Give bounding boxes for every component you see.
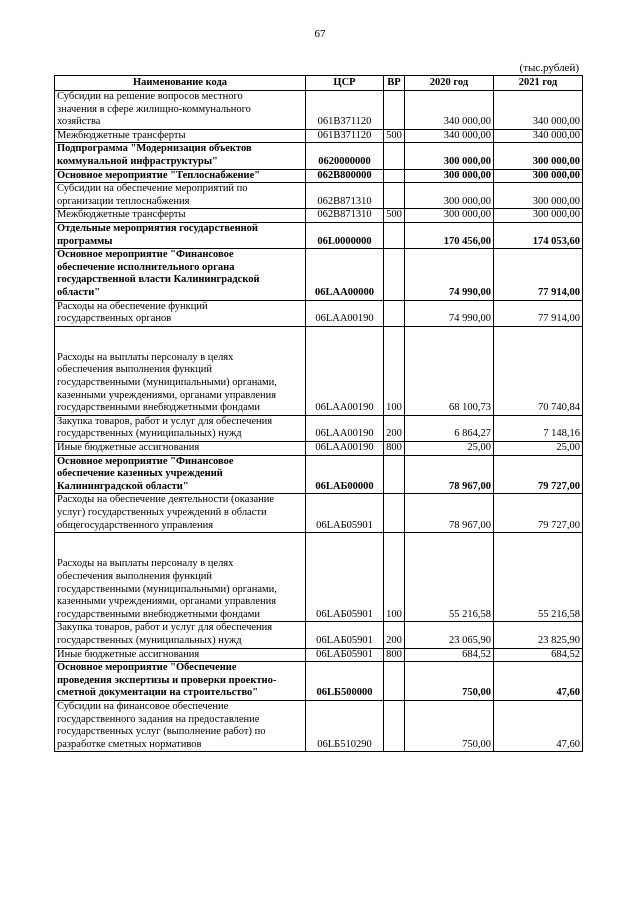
row-name-line: Межбюджетные трансферты <box>57 209 186 221</box>
header-vr: ВР <box>384 76 405 91</box>
row-2021: 79 727,00 <box>494 455 583 494</box>
table-row <box>55 249 583 300</box>
table-row <box>55 648 583 662</box>
row-2021: 77 914,00 <box>494 249 583 300</box>
row-name-line: области" <box>57 286 101 298</box>
row-code: 062B871310 <box>306 209 384 223</box>
row-code: 06LAБ05901 <box>306 648 384 662</box>
row-2021: 174 053,60 <box>494 222 583 248</box>
row-name-line: казенными учреждениями, органами управления <box>57 596 277 608</box>
row-2020: 340 000,00 <box>405 91 494 130</box>
row-name-line: Иные бюджетные ассигнования <box>57 442 200 454</box>
row-code: 06LAБ05901 <box>306 533 384 622</box>
row-name-line: программы <box>57 235 113 247</box>
row-name-line: государственными (муниципальными) органами, <box>57 583 277 595</box>
row-2020: 6 864,27 <box>405 415 494 441</box>
row-2021: 340 000,00 <box>494 129 583 143</box>
page-number: 67 <box>314 28 326 40</box>
table-header-row <box>55 76 583 91</box>
row-name-line: Расходы на выплаты персоналу в целях <box>57 351 234 363</box>
row-name <box>55 183 306 209</box>
table-row <box>55 129 583 143</box>
row-name-line: Основное мероприятие "Финансовое <box>57 249 234 261</box>
row-vr: 100 <box>384 326 405 415</box>
table-row <box>55 662 583 701</box>
row-2020: 684,52 <box>405 648 494 662</box>
row-name-line <box>57 327 303 340</box>
row-2020: 750,00 <box>405 700 494 751</box>
row-name <box>55 442 306 456</box>
row-2021: 300 000,00 <box>494 169 583 183</box>
row-2021: 25,00 <box>494 442 583 456</box>
row-name <box>55 455 306 494</box>
table-row <box>55 222 583 248</box>
row-name-line: государственных (муниципальных) нужд <box>57 634 242 646</box>
row-2020: 300 000,00 <box>405 209 494 223</box>
row-2020: 68 100,73 <box>405 326 494 415</box>
row-vr: 800 <box>384 648 405 662</box>
row-vr <box>384 662 405 701</box>
row-name-line <box>57 533 303 546</box>
row-name <box>55 622 306 648</box>
row-name <box>55 129 306 143</box>
table-row <box>55 169 583 183</box>
row-name <box>55 326 306 415</box>
row-name-line: Расходы на выплаты персоналу в целях <box>57 558 234 570</box>
row-name <box>55 143 306 169</box>
budget-table <box>54 75 583 752</box>
row-code: 06LAA00190 <box>306 415 384 441</box>
row-2020: 300 000,00 <box>405 169 494 183</box>
row-name-line: организации теплоснабжения <box>57 195 190 207</box>
row-name-line: коммунальной инфраструктуры" <box>57 155 218 167</box>
table-row <box>55 209 583 223</box>
row-vr <box>384 494 405 533</box>
table-row <box>55 143 583 169</box>
row-code: 06LAБ00000 <box>306 455 384 494</box>
header-2021: 2021 год <box>494 76 583 91</box>
row-2021: 23 825,90 <box>494 622 583 648</box>
row-name-line: разработке сметных нормативов <box>57 738 202 750</box>
row-code: 06LБ510290 <box>306 700 384 751</box>
row-2020: 78 967,00 <box>405 455 494 494</box>
row-code: 06LБ500000 <box>306 662 384 701</box>
row-name-line: Основное мероприятие "Финансовое <box>57 455 234 467</box>
row-2021: 300 000,00 <box>494 209 583 223</box>
row-2020: 55 216,58 <box>405 533 494 622</box>
row-name-line: государственных услуг (выполнение работ) по <box>57 726 266 738</box>
row-name-line: государственными (муниципальными) органами, <box>57 377 277 389</box>
row-name <box>55 415 306 441</box>
row-name-line: Подпрограмма "Модернизация объектов <box>57 143 252 155</box>
row-name-line: общегосударственного управления <box>57 519 214 531</box>
table-row <box>55 91 583 130</box>
row-vr <box>384 91 405 130</box>
table-row <box>55 326 583 415</box>
row-name-line: Субсидии на решение вопросов местного <box>57 91 243 102</box>
row-code: 06LAA00000 <box>306 249 384 300</box>
table-row <box>55 442 583 456</box>
row-2021: 55 216,58 <box>494 533 583 622</box>
row-2020: 170 456,00 <box>405 222 494 248</box>
row-name-line: государственного задания на предоставление <box>57 713 260 725</box>
table-row <box>55 700 583 751</box>
row-name <box>55 222 306 248</box>
row-2021: 684,52 <box>494 648 583 662</box>
row-name <box>55 494 306 533</box>
row-name-line: Субсидии на финансовое обеспечение <box>57 700 229 712</box>
row-name-line: Иные бюджетные ассигнования <box>57 648 200 660</box>
row-code: 06LAA00190 <box>306 326 384 415</box>
units-note: (тыс.рублей) <box>519 62 579 74</box>
row-name <box>55 249 306 300</box>
row-code: 062B871310 <box>306 183 384 209</box>
row-name <box>55 648 306 662</box>
header-2020: 2020 год <box>405 76 494 91</box>
row-vr: 200 <box>384 622 405 648</box>
row-2021: 300 000,00 <box>494 143 583 169</box>
header-code: ЦСР <box>306 76 384 91</box>
row-2021: 77 914,00 <box>494 300 583 326</box>
row-name-line: государственными внебюджетными фондами <box>57 608 261 620</box>
row-name-line: сметной документации на строительство" <box>57 687 259 699</box>
row-name-line: Расходы на обеспечение деятельности (оказание <box>57 494 275 506</box>
row-vr <box>384 249 405 300</box>
row-name-line: обеспечение казенных учреждений <box>57 468 223 480</box>
row-2020: 340 000,00 <box>405 129 494 143</box>
row-name-line: Субсидии на обеспечение мероприятий по <box>57 183 248 195</box>
row-code: 06LAA00190 <box>306 442 384 456</box>
row-vr: 100 <box>384 533 405 622</box>
row-code: 06L0000000 <box>306 222 384 248</box>
row-2021: 47,60 <box>494 662 583 701</box>
row-name-line: обеспечения выполнения функций <box>57 364 213 376</box>
row-name-line <box>57 546 303 559</box>
row-name-line: государственными внебюджетными фондами <box>57 402 261 414</box>
header-name: Наименование кода <box>55 76 306 91</box>
row-code: 061B371120 <box>306 91 384 130</box>
row-vr <box>384 300 405 326</box>
table-body <box>55 91 583 752</box>
table-row <box>55 533 583 622</box>
row-vr: 500 <box>384 209 405 223</box>
table-row <box>55 455 583 494</box>
row-code: 0620000000 <box>306 143 384 169</box>
row-2020: 23 065,90 <box>405 622 494 648</box>
row-code: 061B371120 <box>306 129 384 143</box>
row-vr <box>384 169 405 183</box>
row-code: 06LAБ05901 <box>306 622 384 648</box>
row-vr <box>384 183 405 209</box>
table-row <box>55 494 583 533</box>
row-code: 062B800000 <box>306 169 384 183</box>
row-name <box>55 700 306 751</box>
row-name-line: значения в сфере жилищно-коммунального <box>57 103 251 115</box>
row-name-line: государственных (муниципальных) нужд <box>57 428 242 440</box>
row-name-line: Отдельные мероприятия государственной <box>57 222 258 234</box>
row-code: 06LAБ05901 <box>306 494 384 533</box>
row-name <box>55 533 306 622</box>
row-name-line: государственных органов <box>57 313 172 325</box>
row-name-line: хозяйства <box>57 116 101 128</box>
row-name-line: обеспечения выполнения функций <box>57 570 213 582</box>
row-name-line: Межбюджетные трансферты <box>57 129 186 141</box>
row-vr: 500 <box>384 129 405 143</box>
row-2020: 750,00 <box>405 662 494 701</box>
row-name-line: государственной власти Калининградской <box>57 274 260 286</box>
row-name <box>55 91 306 130</box>
row-name-line: услуг) государственных учреждений в области <box>57 507 267 518</box>
row-2021: 70 740,84 <box>494 326 583 415</box>
row-vr <box>384 143 405 169</box>
row-name-line: казенными учреждениями, органами управления <box>57 389 277 401</box>
row-vr: 800 <box>384 442 405 456</box>
row-2021: 7 148,16 <box>494 415 583 441</box>
row-name-line <box>57 339 303 352</box>
row-name-line: проведения экспертизы и проверки проектно- <box>57 674 277 686</box>
row-name-line: Основное мероприятие "Обеспечение <box>57 662 237 674</box>
row-name-line: обеспечение исполнительного органа <box>57 261 235 273</box>
row-2020: 300 000,00 <box>405 183 494 209</box>
row-name-line: Калининградской области" <box>57 480 189 492</box>
row-vr <box>384 455 405 494</box>
row-vr <box>384 222 405 248</box>
row-2021: 300 000,00 <box>494 183 583 209</box>
row-name-line: Расходы на обеспечение функций <box>57 300 208 312</box>
row-name <box>55 169 306 183</box>
row-2021: 340 000,00 <box>494 91 583 130</box>
row-code: 06LAA00190 <box>306 300 384 326</box>
row-2020: 74 990,00 <box>405 300 494 326</box>
row-2020: 25,00 <box>405 442 494 456</box>
row-2020: 78 967,00 <box>405 494 494 533</box>
table-row <box>55 415 583 441</box>
row-vr: 200 <box>384 415 405 441</box>
row-2020: 300 000,00 <box>405 143 494 169</box>
row-name-line: Закупка товаров, работ и услуг для обеспечения <box>57 622 273 634</box>
row-name <box>55 300 306 326</box>
table-row <box>55 622 583 648</box>
row-vr <box>384 700 405 751</box>
row-name-line: Закупка товаров, работ и услуг для обеспечения <box>57 415 273 427</box>
row-2020: 74 990,00 <box>405 249 494 300</box>
row-name <box>55 662 306 701</box>
table-row <box>55 183 583 209</box>
row-2021: 79 727,00 <box>494 494 583 533</box>
table-row <box>55 300 583 326</box>
row-name-line: Основное мероприятие "Теплоснабжение" <box>57 169 261 181</box>
row-name <box>55 209 306 223</box>
row-2021: 47,60 <box>494 700 583 751</box>
